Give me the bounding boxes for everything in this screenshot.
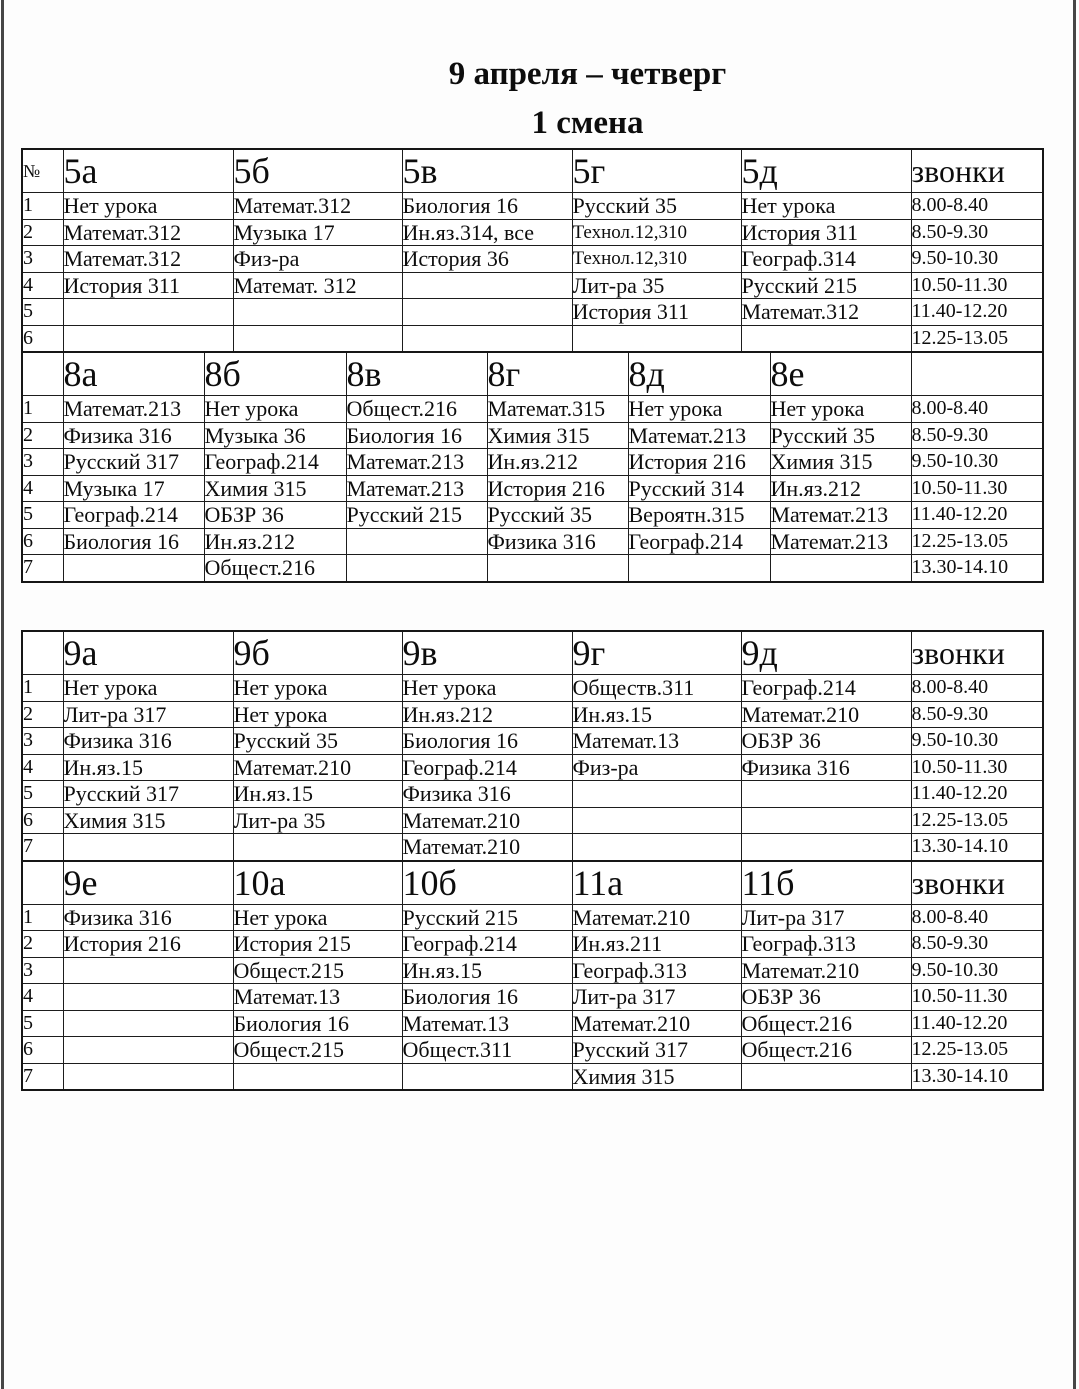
- bell-time-cell: 8.00-8.40: [911, 396, 1043, 423]
- lesson-cell: Математ.312: [63, 246, 233, 273]
- table-row: [22, 728, 1043, 755]
- bell-time-cell: 8.00-8.40: [911, 193, 1043, 220]
- bell-time-cell: 8.00-8.40: [911, 675, 1043, 702]
- header-row: [22, 352, 1043, 396]
- period-number-cell: 5: [22, 1010, 63, 1037]
- class-header-cell-10б: 10б: [402, 861, 572, 905]
- bell-time-cell: 13.30-14.10: [911, 555, 1043, 582]
- bell-time-cell: 9.50-10.30: [911, 957, 1043, 984]
- lesson-cell: Математ.210: [741, 957, 911, 984]
- lesson-cell: Лит-ра 317: [63, 701, 233, 728]
- lesson-cell: Русский 35: [572, 193, 741, 220]
- timetable-block-2: [21, 630, 1042, 1091]
- lesson-cell: [233, 834, 402, 861]
- lesson-cell: [402, 299, 572, 326]
- class-header-cell-10а: 10а: [233, 861, 402, 905]
- bell-time-cell: 8.50-9.30: [911, 931, 1043, 958]
- lesson-cell: Ин.яз.212: [204, 528, 346, 555]
- period-number-cell: 7: [22, 834, 63, 861]
- lesson-cell: Общест.311: [402, 1037, 572, 1064]
- lesson-cell: Общест.216: [741, 1037, 911, 1064]
- lesson-cell: Биология 16: [63, 528, 204, 555]
- lesson-cell: Нет урока: [741, 193, 911, 220]
- lesson-cell: [402, 1063, 572, 1090]
- table-row: [22, 701, 1043, 728]
- period-number-cell: 4: [22, 475, 63, 502]
- lesson-cell: Русский 35: [770, 422, 911, 449]
- lesson-cell: Химия 315: [487, 422, 628, 449]
- table-row: [22, 193, 1043, 220]
- class-header-cell-11б: 11б: [741, 861, 911, 905]
- lesson-cell: История 215: [233, 931, 402, 958]
- bell-time-cell: 11.40-12.20: [911, 299, 1043, 326]
- lesson-cell: [63, 834, 233, 861]
- header-row: [22, 149, 1043, 193]
- lesson-cell: Русский 215: [402, 904, 572, 931]
- lesson-cell: [770, 555, 911, 582]
- lesson-cell: Математ.213: [770, 502, 911, 529]
- table-row: [22, 449, 1043, 476]
- lesson-cell: Биология 16: [346, 422, 487, 449]
- table-row: [22, 781, 1043, 808]
- lesson-cell: Биология 16: [402, 193, 572, 220]
- lesson-cell: Химия 315: [204, 475, 346, 502]
- lesson-cell: Русский 314: [628, 475, 770, 502]
- lesson-cell: Математ.13: [572, 728, 741, 755]
- lesson-cell: Физ-ра: [233, 246, 402, 273]
- lesson-cell: Географ.214: [402, 931, 572, 958]
- header-row: [22, 861, 1043, 905]
- bell-time-cell: 10.50-11.30: [911, 272, 1043, 299]
- lesson-cell: [63, 1010, 233, 1037]
- period-number-cell: 3: [22, 957, 63, 984]
- lesson-cell: Ин.яз.314, все: [402, 219, 572, 246]
- table-row: [22, 984, 1043, 1011]
- corner-cell: №: [22, 149, 63, 193]
- lesson-cell: ОБЗР 36: [741, 984, 911, 1011]
- lesson-cell: Физика 316: [741, 754, 911, 781]
- period-number-cell: 3: [22, 449, 63, 476]
- lesson-cell: ОБЗР 36: [204, 502, 346, 529]
- lesson-cell: Русский 317: [63, 781, 233, 808]
- bell-time-cell: 10.50-11.30: [911, 984, 1043, 1011]
- lesson-cell: Общест.216: [204, 555, 346, 582]
- lesson-cell: Ин.яз.15: [63, 754, 233, 781]
- class-header-cell-8в: 8в: [346, 352, 487, 396]
- lesson-cell: История 216: [487, 475, 628, 502]
- lesson-cell: Биология 16: [402, 728, 572, 755]
- lesson-cell: [63, 1037, 233, 1064]
- lesson-cell: Математ.13: [402, 1010, 572, 1037]
- period-number-cell: 5: [22, 299, 63, 326]
- table-row: [22, 555, 1043, 582]
- table-row: [22, 1063, 1043, 1090]
- bell-time-cell: 10.50-11.30: [911, 475, 1043, 502]
- lesson-cell: Музыка 17: [63, 475, 204, 502]
- lesson-cell: Математ.210: [402, 834, 572, 861]
- lesson-cell: [572, 325, 741, 352]
- bells-header-cell: звонки: [911, 631, 1043, 675]
- lesson-cell: Ин.яз.15: [233, 781, 402, 808]
- lesson-cell: Нет урока: [233, 675, 402, 702]
- bell-time-cell: 12.25-13.05: [911, 325, 1043, 352]
- lesson-cell: Нет урока: [63, 675, 233, 702]
- lesson-cell: [63, 984, 233, 1011]
- corner-cell: [22, 861, 63, 905]
- class-header-cell-5б: 5б: [233, 149, 402, 193]
- period-number-cell: 2: [22, 931, 63, 958]
- lesson-cell: Математ. 312: [233, 272, 402, 299]
- table-row: [22, 528, 1043, 555]
- class-header-cell-8а: 8а: [63, 352, 204, 396]
- lesson-cell: Нет урока: [770, 396, 911, 423]
- lesson-cell: [402, 325, 572, 352]
- lesson-cell: Математ.210: [741, 701, 911, 728]
- class-header-cell-8е: 8е: [770, 352, 911, 396]
- lesson-cell: Лит-ра 35: [572, 272, 741, 299]
- lesson-cell: Ин.яз.212: [770, 475, 911, 502]
- bell-time-cell: 13.30-14.10: [911, 834, 1043, 861]
- lesson-cell: Ин.яз.212: [487, 449, 628, 476]
- corner-cell: [22, 631, 63, 675]
- period-number-cell: 2: [22, 422, 63, 449]
- lesson-cell: Технол.12,310: [572, 219, 741, 246]
- lesson-cell: Ин.яз.15: [572, 701, 741, 728]
- lesson-cell: Физ-ра: [572, 754, 741, 781]
- page-left-border: [1, 0, 4, 1389]
- class-header-cell-9а: 9а: [63, 631, 233, 675]
- period-number-cell: 4: [22, 754, 63, 781]
- bell-time-cell: 11.40-12.20: [911, 1010, 1043, 1037]
- lesson-cell: Физика 316: [63, 728, 233, 755]
- lesson-cell: [572, 834, 741, 861]
- period-number-cell: 4: [22, 984, 63, 1011]
- lesson-cell: ОБЗР 36: [741, 728, 911, 755]
- table-row: [22, 422, 1043, 449]
- header-row: [22, 631, 1043, 675]
- lesson-cell: Общест.215: [233, 1037, 402, 1064]
- lesson-cell: Нет урока: [233, 701, 402, 728]
- lesson-cell: [741, 781, 911, 808]
- period-number-cell: 1: [22, 675, 63, 702]
- lesson-cell: История 311: [572, 299, 741, 326]
- period-number-cell: 5: [22, 781, 63, 808]
- period-number-cell: 7: [22, 1063, 63, 1090]
- lesson-cell: [572, 781, 741, 808]
- lesson-cell: [233, 1063, 402, 1090]
- period-number-cell: 1: [22, 396, 63, 423]
- table-row: [22, 807, 1043, 834]
- class-header-cell-9г: 9г: [572, 631, 741, 675]
- lesson-cell: Географ.214: [741, 675, 911, 702]
- bell-time-cell: 10.50-11.30: [911, 754, 1043, 781]
- lesson-cell: Географ.214: [63, 502, 204, 529]
- lesson-cell: Географ.214: [628, 528, 770, 555]
- class-header-cell-5в: 5в: [402, 149, 572, 193]
- period-number-cell: 5: [22, 502, 63, 529]
- lesson-cell: Биология 16: [233, 1010, 402, 1037]
- lesson-cell: Математ.213: [346, 475, 487, 502]
- lesson-cell: Ин.яз.15: [402, 957, 572, 984]
- lesson-cell: [63, 299, 233, 326]
- class-header-cell-11а: 11а: [572, 861, 741, 905]
- lesson-cell: Русский 317: [572, 1037, 741, 1064]
- bell-time-cell: 8.50-9.30: [911, 219, 1043, 246]
- lesson-cell: Физика 316: [63, 422, 204, 449]
- lesson-cell: Географ.314: [741, 246, 911, 273]
- lesson-cell: Русский 317: [63, 449, 204, 476]
- table-row: [22, 834, 1043, 861]
- table-row: [22, 272, 1043, 299]
- lesson-cell: [741, 325, 911, 352]
- period-number-cell: 2: [22, 219, 63, 246]
- lesson-cell: Математ.210: [233, 754, 402, 781]
- class-header-cell-9в: 9в: [402, 631, 572, 675]
- lesson-cell: Химия 315: [572, 1063, 741, 1090]
- period-number-cell: 6: [22, 807, 63, 834]
- lesson-cell: [402, 272, 572, 299]
- table-row: [22, 675, 1043, 702]
- lesson-cell: [63, 1063, 233, 1090]
- timetable-section-8а: [21, 351, 1044, 583]
- class-header-cell-9е: 9е: [63, 861, 233, 905]
- bells-header-cell: звонки: [911, 149, 1043, 193]
- period-number-cell: 4: [22, 272, 63, 299]
- lesson-cell: Географ.313: [572, 957, 741, 984]
- lesson-cell: Географ.313: [741, 931, 911, 958]
- lesson-cell: Химия 315: [63, 807, 233, 834]
- period-number-cell: 1: [22, 904, 63, 931]
- lesson-cell: [63, 325, 233, 352]
- bell-time-cell: 12.25-13.05: [911, 807, 1043, 834]
- lesson-cell: [63, 957, 233, 984]
- bell-time-cell: 12.25-13.05: [911, 1037, 1043, 1064]
- lesson-cell: Нет урока: [204, 396, 346, 423]
- lesson-cell: Ин.яз.211: [572, 931, 741, 958]
- bell-time-cell: 8.00-8.40: [911, 904, 1043, 931]
- bell-time-cell: 8.50-9.30: [911, 422, 1043, 449]
- lesson-cell: Математ.210: [402, 807, 572, 834]
- lesson-cell: Физика 316: [402, 781, 572, 808]
- bell-time-cell: 12.25-13.05: [911, 528, 1043, 555]
- bells-header-cell: звонки: [911, 861, 1043, 905]
- lesson-cell: История 216: [628, 449, 770, 476]
- lesson-cell: [233, 325, 402, 352]
- lesson-cell: [572, 807, 741, 834]
- table-row: [22, 1010, 1043, 1037]
- table-row: [22, 325, 1043, 352]
- bell-time-cell: 9.50-10.30: [911, 728, 1043, 755]
- lesson-cell: Математ.315: [487, 396, 628, 423]
- class-header-cell-5а: 5а: [63, 149, 233, 193]
- bell-time-cell: 9.50-10.30: [911, 449, 1043, 476]
- table-row: [22, 957, 1043, 984]
- shift-title: 1 смена: [531, 105, 644, 141]
- lesson-cell: Математ.13: [233, 984, 402, 1011]
- lesson-cell: Математ.213: [770, 528, 911, 555]
- lesson-cell: Математ.213: [63, 396, 204, 423]
- lesson-cell: Общест.216: [346, 396, 487, 423]
- lesson-cell: Географ.214: [204, 449, 346, 476]
- lesson-cell: [741, 1063, 911, 1090]
- lesson-cell: Математ.213: [346, 449, 487, 476]
- lesson-cell: История 311: [741, 219, 911, 246]
- lesson-cell: Русский 35: [487, 502, 628, 529]
- lesson-cell: Математ.210: [572, 904, 741, 931]
- lesson-cell: Лит-ра 317: [741, 904, 911, 931]
- class-header-cell-5г: 5г: [572, 149, 741, 193]
- lesson-cell: Нет урока: [628, 396, 770, 423]
- period-number-cell: 1: [22, 193, 63, 220]
- lesson-cell: [628, 555, 770, 582]
- lesson-cell: Русский 35: [233, 728, 402, 755]
- lesson-cell: Технол.12,310: [572, 246, 741, 273]
- table-row: [22, 475, 1043, 502]
- class-header-cell-9д: 9д: [741, 631, 911, 675]
- lesson-cell: Математ.312: [233, 193, 402, 220]
- class-header-cell-8д: 8д: [628, 352, 770, 396]
- lesson-cell: Химия 315: [770, 449, 911, 476]
- class-header-cell-5д: 5д: [741, 149, 911, 193]
- lesson-cell: Русский 215: [346, 502, 487, 529]
- lesson-cell: Ин.яз.212: [402, 701, 572, 728]
- timetable-section-9е: [21, 860, 1044, 1092]
- table-row: [22, 396, 1043, 423]
- timetable-section-5а: [21, 148, 1044, 353]
- table-row: [22, 299, 1043, 326]
- lesson-cell: Обществ.311: [572, 675, 741, 702]
- lesson-cell: Русский 215: [741, 272, 911, 299]
- period-number-cell: 6: [22, 325, 63, 352]
- lesson-cell: Географ.214: [402, 754, 572, 781]
- page-right-border: [1073, 0, 1076, 1389]
- lesson-cell: История 311: [63, 272, 233, 299]
- bell-time-cell: 11.40-12.20: [911, 502, 1043, 529]
- lesson-cell: [346, 528, 487, 555]
- bells-header-cell: [911, 352, 1043, 396]
- table-row: [22, 904, 1043, 931]
- lesson-cell: Биология 16: [402, 984, 572, 1011]
- lesson-cell: Музыка 36: [204, 422, 346, 449]
- period-number-cell: 6: [22, 1037, 63, 1064]
- lesson-cell: Музыка 17: [233, 219, 402, 246]
- lesson-cell: [741, 834, 911, 861]
- lesson-cell: Лит-ра 317: [572, 984, 741, 1011]
- timetable-block-1: [21, 148, 1042, 583]
- lesson-cell: История 36: [402, 246, 572, 273]
- lesson-cell: [63, 555, 204, 582]
- period-number-cell: 3: [22, 728, 63, 755]
- lesson-cell: Вероятн.315: [628, 502, 770, 529]
- class-header-cell-9б: 9б: [233, 631, 402, 675]
- table-row: [22, 246, 1043, 273]
- bell-time-cell: 8.50-9.30: [911, 701, 1043, 728]
- lesson-cell: Физика 316: [63, 904, 233, 931]
- lesson-cell: Общест.216: [741, 1010, 911, 1037]
- period-number-cell: 7: [22, 555, 63, 582]
- table-row: [22, 931, 1043, 958]
- lesson-cell: Нет урока: [233, 904, 402, 931]
- corner-cell: [22, 352, 63, 396]
- period-number-cell: 2: [22, 701, 63, 728]
- timetable-section-9а: [21, 630, 1044, 862]
- class-header-cell-8г: 8г: [487, 352, 628, 396]
- table-row: [22, 219, 1043, 246]
- title-block: [96, 56, 1079, 142]
- schedule-date-title: 9 апреля – четверг: [448, 56, 727, 92]
- table-row: [22, 1037, 1043, 1064]
- lesson-cell: [233, 299, 402, 326]
- lesson-cell: Математ.312: [63, 219, 233, 246]
- period-number-cell: 6: [22, 528, 63, 555]
- lesson-cell: История 216: [63, 931, 233, 958]
- lesson-cell: Нет урока: [63, 193, 233, 220]
- lesson-cell: Математ.213: [628, 422, 770, 449]
- table-row: [22, 754, 1043, 781]
- lesson-cell: [741, 807, 911, 834]
- lesson-cell: Общест.215: [233, 957, 402, 984]
- bell-time-cell: 13.30-14.10: [911, 1063, 1043, 1090]
- lesson-cell: Физика 316: [487, 528, 628, 555]
- lesson-cell: Математ.210: [572, 1010, 741, 1037]
- lesson-cell: [346, 555, 487, 582]
- table-row: [22, 502, 1043, 529]
- bell-time-cell: 9.50-10.30: [911, 246, 1043, 273]
- class-header-cell-8б: 8б: [204, 352, 346, 396]
- lesson-cell: Нет урока: [402, 675, 572, 702]
- bell-time-cell: 11.40-12.20: [911, 781, 1043, 808]
- period-number-cell: 3: [22, 246, 63, 273]
- lesson-cell: Математ.312: [741, 299, 911, 326]
- lesson-cell: Лит-ра 35: [233, 807, 402, 834]
- lesson-cell: [487, 555, 628, 582]
